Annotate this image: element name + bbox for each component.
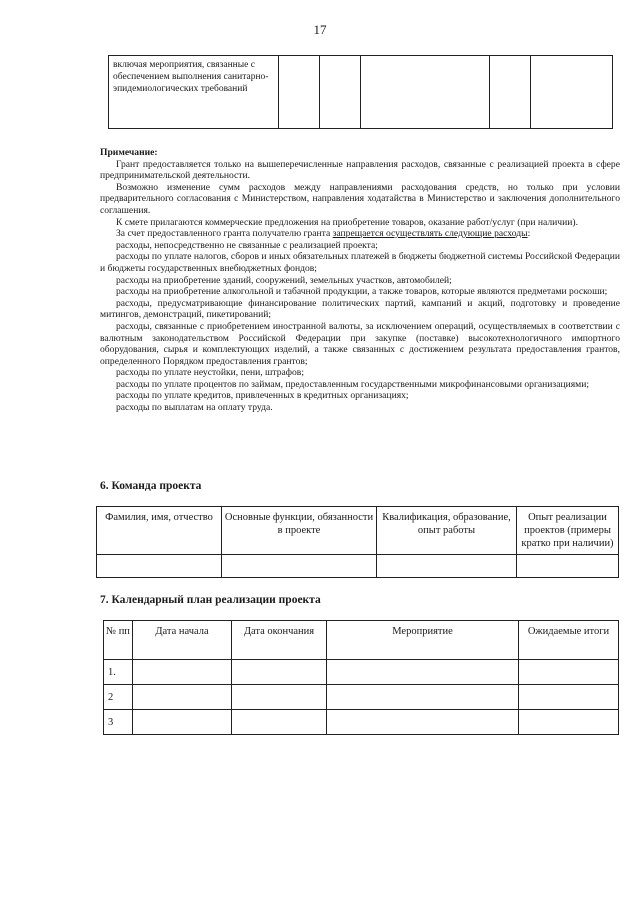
prohibited-intro: [100, 228, 620, 240]
team-header-experience: Опыт реализации проектов (примеры кратко при наличии): [517, 507, 619, 555]
table-row: [104, 710, 619, 735]
team-table: [96, 506, 619, 578]
plan-header-start-date: Дата начала: [133, 621, 232, 660]
table-cell: [517, 555, 619, 578]
prohibited-item: расходы по уплате процентов по займам, предоставленным государственными микрофинансовыми организациями;: [116, 378, 590, 390]
prohibited-colon: :: [527, 228, 531, 240]
note-paragraph: Грант предоставляется только на вышеперечисленные направления расходов, связанные с реализацией проекта в сфере предпринимательской деятельности.: [100, 158, 620, 182]
prohibited-item: расходы по уплате неустойки, пени, штрафов;: [116, 367, 304, 379]
table-cell: [327, 660, 519, 685]
table-row: [104, 660, 619, 685]
team-header-functions: Основные функции, обязанности в проекте: [222, 507, 377, 555]
table-cell: [519, 685, 619, 710]
table-row: [104, 685, 619, 710]
row-number: 2: [104, 685, 133, 710]
prohibited-item: расходы по уплате кредитов, привлеченных в кредитных организациях;: [116, 390, 409, 402]
table-cell: [222, 555, 377, 578]
prohibited-item: расходы, предусматривающие финансирование политических партий, кампаний и акций, подготовку и проведение митингов, демонстраций, пикетирований;: [100, 297, 620, 321]
plan-header-activity: Мероприятие: [327, 621, 519, 660]
note-paragraph: Возможно изменение сумм расходов между направлениями расходования средств, но только при условии предварительного согласования с Министерством, направления ходатайства в Министерство и заключения дополнительного соглашения.: [100, 181, 620, 216]
team-header-qualification: Квалификация, образование, опыт работы: [377, 507, 517, 555]
plan-header-number: № пп: [104, 621, 133, 660]
prohibited-item: расходы на приобретение зданий, сооружений, земельных участков, автомобилей;: [116, 274, 452, 286]
prohibited-item: расходы, связанные с приобретением иностранной валюты, за исключением операций, осуществляемых в соответствии с валютным законодательством Российской Федерации при закупке (поставке) высокотехнологичного импортного оборудования, сырья и комплектующих изделий, а также связанных с достижением результата предоставления грантов, определенного Порядком предоставления грантов;: [100, 320, 620, 367]
team-header-name: Фамилия, имя, отчество: [97, 507, 222, 555]
table-cell: [519, 710, 619, 735]
table-row: [97, 555, 619, 578]
table-cell: [361, 56, 490, 129]
prohibited-item: расходы, непосредственно не связанные с реализацией проекта;: [116, 239, 378, 251]
prohibited-item: расходы по уплате налогов, сборов и иных обязательных платежей в бюджеты бюджетной системы Российской Федерации и бюджеты государственных внебюджетных фондов;: [100, 251, 620, 274]
row-number: 1.: [104, 660, 133, 685]
table-cell: [320, 56, 361, 129]
prohibited-underlined-text: запрещается осуществлять следующие расходы: [332, 228, 528, 240]
table-cell: [490, 56, 531, 129]
row-number: 3: [104, 710, 133, 735]
note-section: [100, 147, 620, 414]
prohibited-item: расходы на приобретение алкогольной и табачной продукции, а также товаров, которые являются предметами роскоши;: [116, 286, 608, 298]
table-cell: [531, 56, 613, 129]
table-cell: [327, 710, 519, 735]
team-section-title: 6. Команда проекта: [100, 480, 202, 492]
table-cell: [519, 660, 619, 685]
calendar-plan-table: [103, 620, 619, 735]
table-cell: [279, 56, 320, 129]
table-cell: [232, 660, 327, 685]
table-cell: [133, 710, 232, 735]
plan-header-results: Ожидаемые итоги: [519, 621, 619, 660]
table-cell: [327, 685, 519, 710]
table-cell: [232, 710, 327, 735]
page-number: 17: [313, 22, 327, 37]
note-title: Примечание:: [100, 147, 158, 158]
note-paragraph: К смете прилагаются коммерческие предложения на приобретение товаров, оказание работ/услуг (при наличии).: [116, 216, 578, 228]
prohibited-item: расходы по выплатам на оплату труда.: [116, 402, 273, 414]
table-cell: [97, 555, 222, 578]
table-cell: [232, 685, 327, 710]
plan-header-end-date: Дата окончания: [232, 621, 327, 660]
expenses-table-continuation: [108, 55, 613, 129]
expense-direction-cell: включая мероприятия, связанные с обеспечением выполнения санитарно-эпидемиологических требований: [109, 56, 279, 129]
table-cell: [133, 660, 232, 685]
prohibited-intro-text: За счет предоставленного гранта получателю гранта: [116, 228, 333, 240]
plan-section-title: 7. Календарный план реализации проекта: [100, 594, 321, 606]
table-cell: [133, 685, 232, 710]
table-cell: [377, 555, 517, 578]
